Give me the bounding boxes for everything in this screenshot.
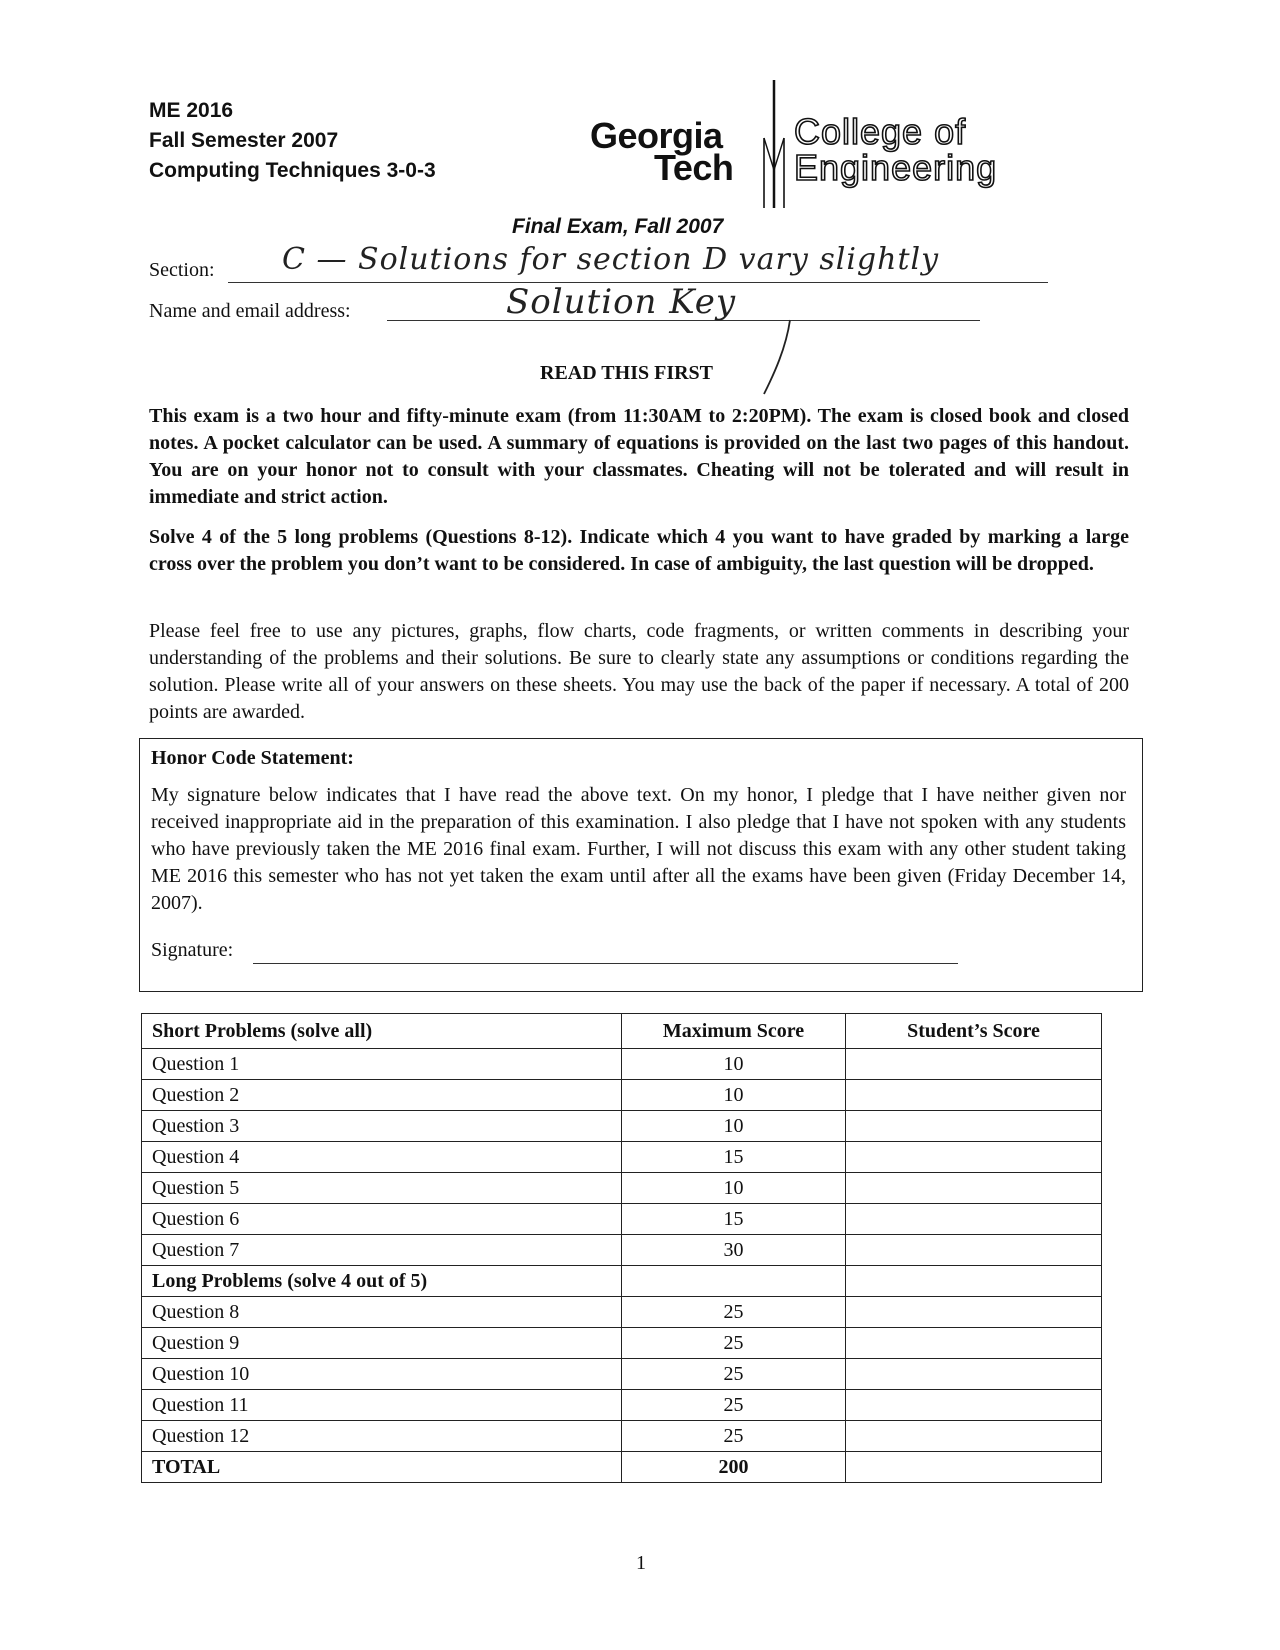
max-score: 30: [622, 1235, 846, 1266]
question-label: Question 12: [142, 1421, 622, 1452]
read-first-heading: READ THIS FIRST: [540, 362, 714, 384]
course-semester: Fall Semester 2007: [149, 129, 339, 152]
student-score-cell[interactable]: [846, 1204, 1102, 1235]
answer-guidance-paragraph: Please feel free to use any pictures, graphs, flow charts, code fragments, or written comments in describing your understanding of the problems and their solutions. Be sure to clearly state any assumptions or conditions regarding the solution. Please write all of your answers on these sheets. You may use the back of the paper if necessary. A total of 200 points are awarded.: [149, 620, 1129, 723]
table-row: [142, 1421, 1102, 1452]
question-label: Question 7: [142, 1235, 622, 1266]
tech-tower-icon: [760, 80, 788, 210]
student-score-cell[interactable]: [846, 1111, 1102, 1142]
logo-georgia: Georgia: [590, 115, 723, 156]
table-row: [142, 1142, 1102, 1173]
total-row: [142, 1452, 1102, 1483]
header-student-score: Student’s Score: [846, 1014, 1102, 1049]
logo-college-of: College of: [794, 111, 967, 152]
total-max-score: 200: [622, 1452, 846, 1483]
course-header: [149, 96, 436, 186]
score-table: [141, 1013, 1102, 1483]
section-value: C — Solutions for section D vary slightly: [282, 242, 940, 277]
honor-code-title: Honor Code Statement:: [151, 747, 354, 769]
table-row: [142, 1359, 1102, 1390]
max-score: 10: [622, 1080, 846, 1111]
georgia-tech-logo: [590, 80, 1070, 210]
name-value: Solution Key: [506, 282, 737, 322]
question-label: Question 3: [142, 1111, 622, 1142]
name-label: Name and email address:: [149, 300, 351, 322]
table-row: [142, 1173, 1102, 1204]
max-score: 15: [622, 1142, 846, 1173]
signature-label: Signature:: [151, 939, 234, 961]
long-problems-header-row: [142, 1266, 1102, 1297]
total-student-score-cell[interactable]: [846, 1452, 1102, 1483]
table-header-row: [142, 1014, 1102, 1049]
max-score: 15: [622, 1204, 846, 1235]
exam-title: Final Exam, Fall 2007: [512, 215, 724, 238]
max-score: 10: [622, 1049, 846, 1080]
table-row: [142, 1080, 1102, 1111]
section-label: Section:: [149, 259, 215, 281]
student-score-cell[interactable]: [846, 1359, 1102, 1390]
question-label: Question 11: [142, 1390, 622, 1421]
question-label: Question 1: [142, 1049, 622, 1080]
logo-tech: Tech: [654, 147, 734, 188]
student-score-cell[interactable]: [846, 1142, 1102, 1173]
table-row: [142, 1111, 1102, 1142]
question-label: Question 9: [142, 1328, 622, 1359]
question-label: Question 8: [142, 1297, 622, 1328]
student-score-cell[interactable]: [846, 1390, 1102, 1421]
logo-engineering: Engineering: [794, 147, 998, 188]
table-row: [142, 1204, 1102, 1235]
header-problems: Short Problems (solve all): [142, 1014, 622, 1049]
student-score-cell[interactable]: [846, 1080, 1102, 1111]
question-label: Question 5: [142, 1173, 622, 1204]
signature-field[interactable]: [253, 963, 958, 964]
student-score-cell[interactable]: [846, 1297, 1102, 1328]
student-score-cell[interactable]: [846, 1049, 1102, 1080]
total-label: TOTAL: [142, 1452, 622, 1483]
student-score-cell[interactable]: [846, 1421, 1102, 1452]
honor-code-box: [139, 738, 1143, 992]
table-row: [142, 1235, 1102, 1266]
handwritten-pointer-icon: [760, 318, 800, 398]
grading-instructions-paragraph: Solve 4 of the 5 long problems (Questions 8-12). Indicate which 4 you want to have graded by marking a large cross over the problem you don’t want to be considered. In case of ambiguity, the last question will be dropped.: [149, 526, 1129, 575]
max-score: 25: [622, 1390, 846, 1421]
student-score-cell[interactable]: [846, 1235, 1102, 1266]
honor-code-text: My signature below indicates that I have read the above text. On my honor, I pledge that I have neither given nor received inappropriate aid in the preparation of this examination. I also pledge that I have not spoken with any students who have previously taken the ME 2016 final exam. Further, I will not discuss this exam with any other student taking ME 2016 this semester who has not yet taken the exam until after all the exams have been given (Friday December 14, 2007).: [151, 784, 1126, 914]
max-score: 25: [622, 1359, 846, 1390]
table-row: [142, 1297, 1102, 1328]
course-name: Computing Techniques 3-0-3: [149, 159, 436, 182]
max-score: 25: [622, 1328, 846, 1359]
table-row: [142, 1328, 1102, 1359]
table-row: [142, 1049, 1102, 1080]
question-label: Question 10: [142, 1359, 622, 1390]
max-score: 25: [622, 1421, 846, 1452]
course-code: ME 2016: [149, 99, 234, 122]
table-row: [142, 1390, 1102, 1421]
page-number: 1: [636, 1552, 646, 1574]
student-score-cell[interactable]: [846, 1173, 1102, 1204]
max-score: 10: [622, 1173, 846, 1204]
max-score: 25: [622, 1297, 846, 1328]
question-label: Question 6: [142, 1204, 622, 1235]
question-label: Question 4: [142, 1142, 622, 1173]
exam-rules-paragraph: This exam is a two hour and fifty-minute exam (from 11:30AM to 2:20PM). The exam is closed book and closed notes. A pocket calculator can be used. A summary of equations is provided on the last two pages of this handout. You are on your honor not to consult with your classmates. Cheating will not be tolerated and will result in immediate and strict action.: [149, 405, 1129, 508]
max-score: 10: [622, 1111, 846, 1142]
student-score-cell[interactable]: [846, 1328, 1102, 1359]
long-problems-header: Long Problems (solve 4 out of 5): [142, 1266, 622, 1297]
header-max-score: Maximum Score: [622, 1014, 846, 1049]
question-label: Question 2: [142, 1080, 622, 1111]
